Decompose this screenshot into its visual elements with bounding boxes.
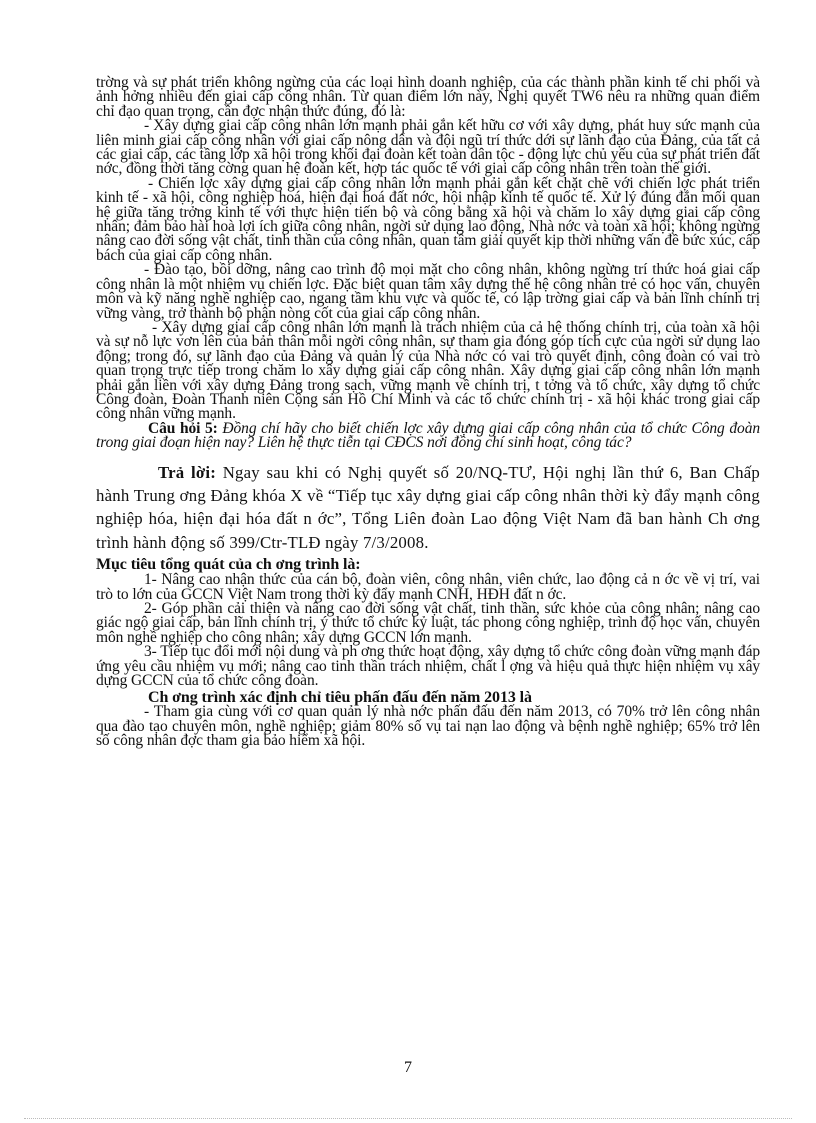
paragraph-viewpoint-1: - Xây dựng giai cấp công nhân lớn mạnh phải gắn kết hữu cơ với xây dựng, phát huy sức mạnh của liên minh giai cấp công nhân với giai cấp nông dân và đội ngũ trí thức dới sự lãnh đạo của Đảng, của tất cả các giai cấp, các tầng lớp xã hội trong khối đại đoàn kết toàn dân tộc - động lực chủ yếu của sự phát triển đất nớc, đồng thời tăng cờng quan hệ đoàn kết, hợp tác quốc tế với giai cấp công nhân trên toàn thế giới.	[96, 117, 760, 178]
paragraph-viewpoint-2: - Chiến lợc xây dựng giai cấp công nhân lớn mạnh phải gắn kết chặt chẽ với chiến lợc phát triển kinh tế - xã hội, công nghiệp hoá, hiện đại hoá đất nớc, hội nhập kinh tế quốc tế. Xử lý đúng đắn mối quan hệ giữa tăng trởng kinh tế với thực hiện tiến bộ và công bằng xã hội và chăm lo xây dựng giai cấp công nhân; đảm bảo hài hoà lợi ích giữa công nhân, ngời sử dụng lao động, Nhà nớc và toàn xã hội; không ngừng nâng cao đời sống vật chất, tinh thần của công nhân, quan tâm giải quyết kịp thời những vấn đề bức xúc, cấp bách của giai cấp công nhân.	[96, 174, 760, 264]
general-goals-heading: Mục tiêu tổng quát của ch ơng trình là:	[96, 556, 361, 574]
targets-heading: Ch ơng trình xác định chỉ tiêu phấn đấu đến năm 2013 là	[148, 689, 532, 707]
goal-item-2: 2- Góp phần cải thiện và nâng cao đời sống vật chất, tinh thần, sức khỏe của công nhân; nâng cao giác ngộ giai cấp, bản lĩnh chính trị, ý thức tổ chức kỷ luật, tác phong công nghiệp, trình độ học vấn, chuyên môn nghề nghiệp cho công nhân; xây dựng GCCN lớn mạnh.	[96, 600, 760, 646]
answer-text: Ngay sau khi có Nghị quyết số 20/NQ-TƯ, Hội nghị lần thứ 6, Ban Chấp hành Trung ơng Đảng khóa X về “Tiếp tục xây dựng giai cấp công nhân thời kỳ đẩy mạnh công nghiệp hóa, hiện đại hóa đất n ớc”, Tổng Liên đoàn Lao động Việt Nam đã ban hành Ch ơng trình hành động số 399/Ctr-TLĐ ngày 7/3/2008.	[96, 462, 760, 552]
footer-divider	[24, 1118, 792, 1119]
page-number: 7	[404, 1059, 412, 1076]
goal-item-1: 1- Nâng cao nhận thức của cán bộ, đoàn viên, công nhân, viên chức, lao động cả n ớc về vị trí, vai trò to lớn của GCCN Việt Nam trong thời kỳ đẩy mạnh CNH, HĐH đất n ớc.	[96, 571, 760, 603]
answer-paragraph	[96, 461, 760, 555]
goal-item-3: 3- Tiếp tục đổi mới nội dung và ph ơng thức hoạt động, xây dựng tổ chức công đoàn vững mạnh đáp ứng yêu cầu nhiệm vụ mới; nâng cao tinh thần trách nhiệm, chất l ợng và hiệu quả thực hiện nhiệm vụ xây dựng GCCN của tổ chức công đoàn.	[96, 643, 760, 690]
question-5	[96, 419, 760, 452]
answer-label: Trả lời:	[158, 462, 217, 482]
paragraph-intro: trờng và sự phát triển không ngừng của các loại hình doanh nghiệp, của các thành phần kinh tế chi phối và ảnh hởng nhiều đến giai cấp công nhân. Từ quan điểm lớn này, Nghị quyết TW6 nêu ra những quan điểm chỉ đạo quan trọng, cần đợc nhận thức đúng, đó là:	[96, 74, 760, 120]
target-item-1: - Tham gia cùng với cơ quan quản lý nhà nớc phấn đấu đến năm 2013, có 70% trở lên công nhân qua đào tạo chuyên môn, nghề nghiệp; giảm 80% số vụ tai nạn lao động và bệnh nghề nghiệp; 65% trở lên số công nhân đợc tham gia bảo hiểm xã hội.	[96, 703, 760, 750]
document-page	[96, 76, 760, 749]
paragraph-viewpoint-3: - Đào tạo, bồi dỡng, nâng cao trình độ mọi mặt cho công nhân, không ngừng trí thức hoá giai cấp công nhân là một nhiệm vụ chiến lợc. Đặc biệt quan tâm xây dựng thế hệ công nhân trẻ có học vấn, chuyên môn và kỹ năng nghề nghiệp cao, ngang tầm khu vực và quốc tế, có lập trờng giai cấp và bản lĩnh chính trị vững vàng, trở thành bộ phận nòng cốt của giai cấp công nhân.	[96, 261, 760, 322]
question-label: Câu hỏi 5:	[148, 419, 218, 437]
paragraph-viewpoint-4: - Xây dựng giai cấp công nhân lớn mạnh là trách nhiệm của cả hệ thống chính trị, của toàn xã hội và sự nỗ lực vơn lên của bản thân mỗi ngời công nhân, sự tham gia đóng góp tích cực của ngời sử dụng lao động; trong đó, sự lãnh đạo của Đảng và quản lý của Nhà nớc có vai trò quyết định, công đoàn có vai trò quan trọng trực tiếp trong chăm lo xây dựng giai cấp công nhân. Xây dựng giai cấp công nhân lớn mạnh phải gắn liền với xây dựng Đảng trong sạch, vững mạnh về chính trị, t tởng và tổ chức, xây dựng tổ chức Công đoàn, Đoàn Thanh niên Cộng sản Hồ Chí Minh và các tổ chức chính trị - xã hội khác trong giai cấp công nhân vững mạnh.	[96, 318, 760, 423]
question-text: Đồng chí hãy cho biết chiến lợc xây dựng giai cấp công nhân của tổ chức Công đoàn trong giai đoạn hiện nay? Liên hệ thực tiễn tại CĐCS nơi đồng chí sinh hoạt, công tác?	[96, 419, 760, 452]
